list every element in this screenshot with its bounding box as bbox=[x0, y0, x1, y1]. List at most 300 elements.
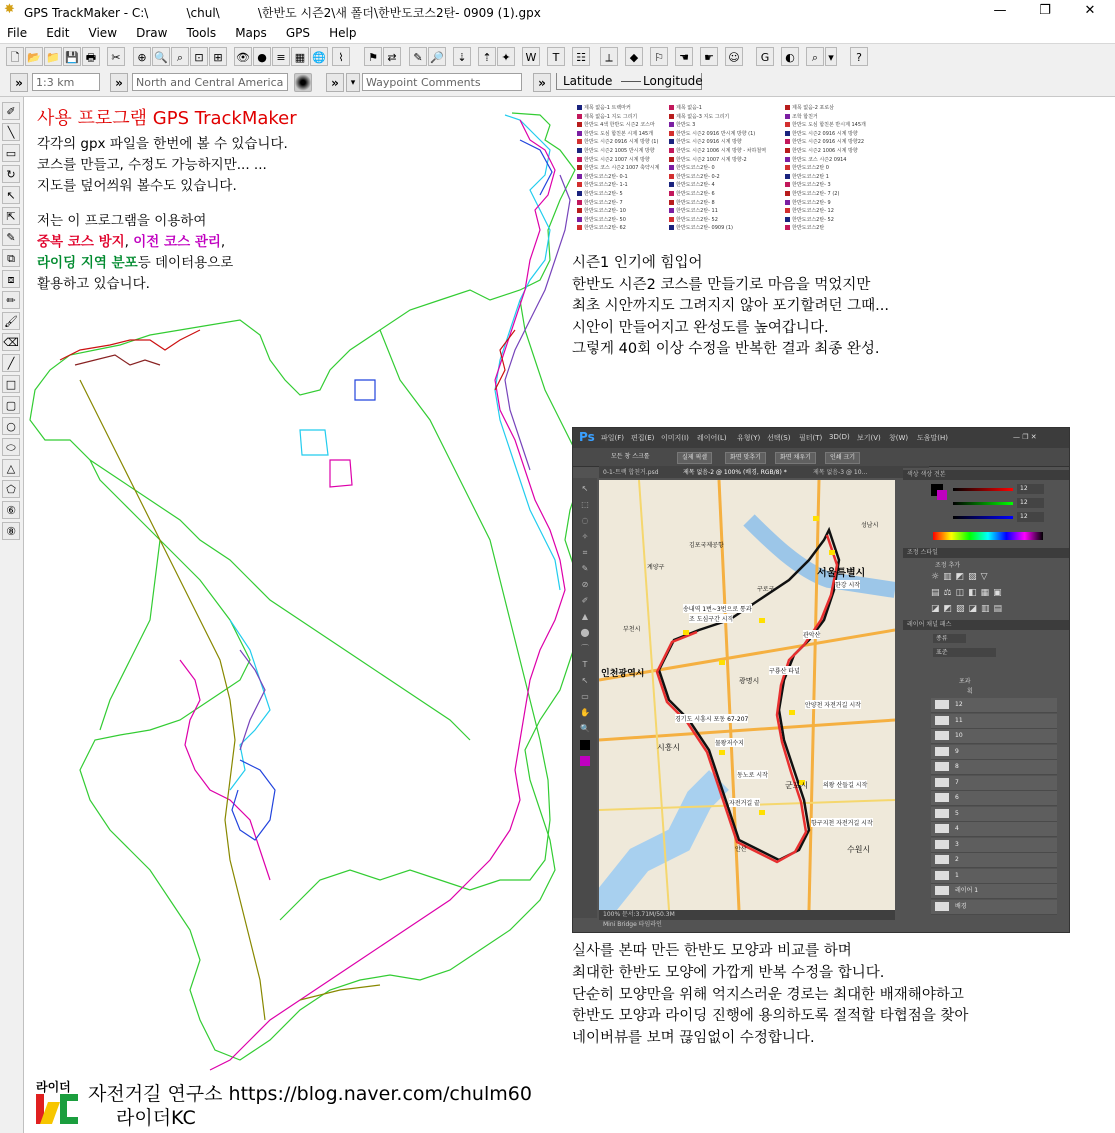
logo-text: 라이더 bbox=[36, 1080, 71, 1094]
colors-icon[interactable]: ● bbox=[253, 47, 271, 66]
ps-menu-image: 이미지(I) bbox=[661, 434, 689, 442]
ps-menu-type: 유형(Y) bbox=[737, 434, 761, 442]
waypoint-comments-field[interactable]: Waypoint Comments bbox=[362, 73, 522, 91]
ps-label-suwon: 수원시 bbox=[847, 845, 871, 854]
ps-layer-thumb-icon bbox=[935, 716, 949, 725]
diamond-icon[interactable]: ◆ bbox=[625, 47, 643, 66]
draw-triangle-icon[interactable]: △ bbox=[2, 459, 20, 477]
legend-item[interactable] bbox=[669, 113, 766, 122]
legend-item[interactable] bbox=[785, 216, 866, 225]
ps-layer-row bbox=[931, 838, 1057, 853]
legend-file-icon bbox=[669, 165, 674, 170]
globe-3d-icon[interactable]: ◐ bbox=[781, 47, 799, 66]
track-red bbox=[60, 330, 200, 360]
rt-line-4: 시안이 만들어지고 완성도를 높여갑니다. bbox=[572, 319, 829, 336]
legend-file-icon bbox=[669, 148, 674, 153]
track-edit-icon[interactable]: ✎ bbox=[409, 47, 427, 66]
merge-layer-icon[interactable]: ⧈ bbox=[2, 270, 20, 288]
legend-item-label: 제목 없음-1 지도 그리기 bbox=[584, 113, 638, 120]
legend-item[interactable] bbox=[577, 130, 659, 139]
rt-line-5: 그렇게 40회 이상 수정을 반복한 결과 최종 완성. bbox=[572, 341, 880, 357]
main-toolbar bbox=[0, 43, 1115, 71]
ps-map-canvas bbox=[599, 480, 895, 910]
search-track-icon[interactable]: 🔎 bbox=[428, 47, 446, 66]
legend-file-icon bbox=[577, 174, 582, 179]
gps-send-icon[interactable]: ⇡ bbox=[478, 47, 496, 66]
legend-file-icon bbox=[577, 217, 582, 222]
ps-layer-row bbox=[931, 807, 1057, 822]
search-globe-icon[interactable]: ⌕ bbox=[806, 47, 824, 66]
ps-print-size: 인쇄 크기 bbox=[825, 452, 860, 464]
new-file-icon[interactable]: 🗋 bbox=[6, 47, 24, 66]
zoom-window-icon[interactable]: ⊞ bbox=[209, 47, 227, 66]
legend-file-icon bbox=[669, 157, 674, 162]
ps-tab-3: 제목 없음-3 @ 10... bbox=[813, 469, 868, 476]
legend-item[interactable] bbox=[785, 156, 866, 165]
close-button[interactable]: ✕ bbox=[1084, 3, 1096, 18]
legend-item[interactable] bbox=[785, 104, 866, 113]
legend-item[interactable] bbox=[785, 207, 866, 216]
datum-arrow-button[interactable]: » bbox=[110, 73, 128, 92]
legend-item[interactable] bbox=[785, 173, 866, 182]
legend-item[interactable] bbox=[669, 216, 766, 225]
menu-tools[interactable]: Tools bbox=[186, 26, 217, 40]
legend-item[interactable] bbox=[785, 147, 866, 156]
ps-layer-name: 12 bbox=[955, 701, 963, 708]
ps-label-anyang: 안양천 자전거길 시작 bbox=[805, 702, 861, 709]
legend-file-icon bbox=[577, 208, 582, 213]
cut-icon[interactable]: ✂ bbox=[107, 47, 125, 66]
legend-file-icon bbox=[669, 208, 674, 213]
comments-arrow-button[interactable]: » bbox=[326, 73, 344, 92]
legend-file-icon bbox=[785, 105, 790, 110]
legend-item-label: 한반도 시즌2 1005 반시계 방향 bbox=[584, 147, 655, 154]
maximize-button[interactable]: ❐ bbox=[1039, 3, 1051, 18]
ps-status-bar: 100% 문서:3.71M/50.3M bbox=[599, 910, 895, 920]
legend-item[interactable] bbox=[785, 130, 866, 139]
legend-file-icon bbox=[785, 217, 790, 222]
menu-gps[interactable]: GPS bbox=[285, 26, 311, 40]
legend-item-label: 한반도 시즌2 0916 시계 방향22 bbox=[792, 139, 865, 146]
ps-layer-row bbox=[931, 776, 1057, 791]
ps-layer-thumb-icon bbox=[935, 886, 949, 895]
ps-label-tunnel: 구룡산 타널 bbox=[769, 668, 800, 675]
draw-pentagon-icon[interactable]: ⬠ bbox=[2, 480, 20, 498]
gps-receive-icon[interactable]: ⇣ bbox=[453, 47, 471, 66]
menu-view[interactable]: View bbox=[88, 26, 118, 40]
measure-icon[interactable]: ⟂ bbox=[600, 47, 618, 66]
menu-maps[interactable]: Maps bbox=[235, 26, 267, 40]
ps-actual-pixels: 실제 픽셀 bbox=[677, 452, 712, 464]
right-bottom-annotation bbox=[572, 941, 968, 1050]
ps-bg-swatch bbox=[937, 490, 947, 500]
zoom-out-icon[interactable]: ⌕ bbox=[171, 47, 189, 66]
ps-layer-row bbox=[931, 791, 1057, 806]
draw-circle-icon[interactable]: ○ bbox=[2, 417, 20, 435]
left-line-2: 코스를 만들고, 수정도 가능하지만... ... bbox=[37, 157, 267, 173]
circle-eight-icon[interactable]: ⑧ bbox=[2, 522, 20, 540]
minimize-button[interactable]: — bbox=[993, 3, 1007, 18]
table-icon[interactable]: ☷ bbox=[572, 47, 590, 66]
ps-g-value: 12 bbox=[1017, 498, 1044, 508]
ps-label-gimpo: 김포국제공항 bbox=[689, 542, 724, 549]
ps-r-value: 12 bbox=[1017, 484, 1044, 494]
left-line-1: 각각의 gpx 파일을 한번에 볼 수 있습니다. bbox=[37, 136, 288, 152]
ps-label-ansan: 안산 bbox=[735, 846, 747, 853]
open-file-icon[interactable]: 📂 bbox=[25, 47, 43, 66]
ps-layer-name: 11 bbox=[955, 716, 963, 724]
ps-label-incheon: 인천광역시 bbox=[601, 669, 645, 679]
scale-field[interactable]: 1:3 km bbox=[32, 73, 100, 91]
legend-item[interactable] bbox=[669, 224, 766, 233]
legend-item-label: 한반도코스2탄- 7 (2) bbox=[792, 190, 840, 197]
legend-item-label: 한반도 시즌2 1006 시계 방향 bbox=[792, 147, 858, 154]
word-icon[interactable]: W bbox=[522, 47, 540, 66]
legend-item[interactable] bbox=[577, 138, 659, 147]
rb-line-1: 실사를 본따 만든 한반도 모양과 비교를 하며 bbox=[572, 943, 852, 959]
legend-file-icon bbox=[669, 139, 674, 144]
hand-left-icon[interactable]: ☚ bbox=[675, 47, 693, 66]
legend-item-label: 한반도 3 bbox=[676, 122, 696, 129]
legend-item-label: 한반도 도심 합친본 시제 145개 bbox=[584, 130, 654, 137]
longitude-label: Longitude bbox=[643, 74, 703, 88]
ps-layer-name: 4 bbox=[955, 825, 959, 832]
menu-bar bbox=[0, 22, 1115, 42]
rb-line-5: 네이버뷰를 보며 끊임없이 수정합니다. bbox=[572, 1030, 815, 1047]
rb-line-3: 단순히 모양만을 위해 억지스러운 경로는 최대한 배재해야하고 bbox=[572, 986, 964, 1003]
legend-item-label: 제목 없음-1 트랙마커 bbox=[584, 105, 631, 111]
left-line-4: 저는 이 프로그램을 이용하여 bbox=[37, 213, 207, 229]
legend-item-label: 한반도 도심 합친본 반시계 145개 bbox=[792, 122, 866, 129]
legend-item[interactable] bbox=[669, 199, 766, 208]
color-dot-icon[interactable] bbox=[294, 73, 312, 92]
legend-file-icon bbox=[785, 182, 790, 187]
ps-mini-bridge: Mini Bridge 타임라인 bbox=[603, 921, 662, 928]
pointer-icon[interactable]: ↖ bbox=[2, 186, 20, 204]
scale-arrow-button[interactable]: » bbox=[10, 73, 28, 92]
green-highlight: 라이딩 지역 분포 bbox=[37, 255, 138, 271]
legend-item-label: 한반도 시즌2 0916 시계 방향 bbox=[792, 130, 858, 137]
legend-item-label: 한반도코스2탄- 52 bbox=[792, 216, 834, 223]
legend-file-icon bbox=[577, 182, 582, 187]
menu-edit[interactable]: Edit bbox=[46, 26, 70, 40]
zoom-area-icon[interactable]: ⊡ bbox=[190, 47, 208, 66]
track-blue bbox=[232, 760, 275, 840]
legend-item[interactable] bbox=[669, 130, 766, 139]
rotate-icon[interactable]: ↻ bbox=[2, 165, 20, 183]
legend-item[interactable] bbox=[669, 138, 766, 147]
ps-logo: Ps bbox=[579, 430, 595, 444]
latlon-arrow-button[interactable]: » bbox=[533, 73, 551, 92]
ps-layer-thumb-icon bbox=[935, 809, 949, 818]
legend-item[interactable] bbox=[577, 147, 659, 156]
text-icon[interactable]: T bbox=[547, 47, 565, 66]
legend-item-label: 한반도코스2탄- 0 bbox=[676, 165, 715, 172]
legend-item[interactable] bbox=[669, 207, 766, 216]
tracks-icon[interactable]: ⌇ bbox=[332, 47, 350, 66]
legend-file-icon bbox=[577, 114, 582, 119]
track-olive bbox=[80, 380, 265, 1020]
ps-layer-kind: 종류 bbox=[933, 634, 966, 643]
datum-field[interactable]: North and Central America bbox=[132, 73, 288, 91]
legend-item[interactable] bbox=[577, 181, 659, 190]
ps-menu-select: 선택(S) bbox=[767, 434, 791, 442]
ps-layer-name: 레이어 1 bbox=[955, 887, 979, 894]
ps-layer-thumb-icon bbox=[935, 793, 949, 802]
ps-layer-row bbox=[931, 745, 1057, 760]
legend-file-icon bbox=[669, 182, 674, 187]
legend-col-3 bbox=[785, 104, 866, 233]
pencil-icon[interactable]: ✏ bbox=[2, 291, 20, 309]
legend-item[interactable] bbox=[577, 224, 659, 233]
ps-layer-row bbox=[931, 869, 1057, 884]
draw-ellipse-icon[interactable]: ⬭ bbox=[2, 438, 20, 456]
ps-label-hanggu: 항구지천 자전거길 시작 bbox=[811, 820, 873, 827]
menu-file[interactable]: File bbox=[7, 26, 28, 40]
ps-label-guro: 구로구 bbox=[757, 586, 775, 593]
legend-item[interactable] bbox=[785, 199, 866, 208]
legend-item-label: 한반도코스2탄- 52 bbox=[676, 216, 718, 223]
ps-label-songnae: 송내역 1번~3번으로 통과 bbox=[683, 606, 752, 613]
google-icon[interactable]: G bbox=[756, 47, 774, 66]
legend-item[interactable] bbox=[669, 164, 766, 173]
legend-item[interactable] bbox=[577, 164, 659, 173]
legend-item[interactable] bbox=[577, 156, 659, 165]
menu-draw[interactable]: Draw bbox=[136, 26, 168, 40]
ps-layer-row bbox=[931, 714, 1057, 729]
legend-item-label: 한반도 코스 시즌2 0914 bbox=[792, 156, 847, 163]
legend-item[interactable] bbox=[669, 121, 766, 130]
world-icon[interactable]: 🌐 bbox=[310, 47, 328, 66]
map-image-icon[interactable]: ▦ bbox=[291, 47, 309, 66]
legend-item-label: 한반도코스2탄- 10 bbox=[584, 208, 626, 215]
coordinate-toolbar bbox=[0, 70, 1115, 97]
left-line-7: 활용하고 있습니다. bbox=[37, 276, 150, 292]
program-title: 사용 프로그램 GPS TrackMaker bbox=[37, 108, 297, 129]
ps-menu-layer: 레이어(L) bbox=[697, 434, 727, 442]
line-tool-icon[interactable]: ╲ bbox=[2, 123, 20, 141]
ps-layer-name: 1 bbox=[955, 871, 959, 879]
legend-file-icon bbox=[577, 200, 582, 205]
left-line-6 bbox=[37, 253, 288, 274]
help-icon[interactable]: ? bbox=[850, 47, 868, 66]
footer-line-1[interactable]: 자전거길 연구소 https://blog.naver.com/chulm60 bbox=[88, 1083, 532, 1105]
flag-icon[interactable]: ⚐ bbox=[650, 47, 668, 66]
ps-layer-row bbox=[931, 729, 1057, 744]
legend-file-icon bbox=[577, 122, 582, 127]
legend-item-label: 한반도코스2탄- 9 bbox=[792, 199, 831, 206]
ps-layer-name: 5 bbox=[955, 809, 959, 817]
latitude-label: Latitude bbox=[563, 74, 613, 88]
open-folder-icon[interactable]: 📁 bbox=[44, 47, 62, 66]
legend-file-icon bbox=[669, 105, 674, 110]
legend-item[interactable] bbox=[669, 156, 766, 165]
legend-item-label: 제목 없음-2 포로삼 bbox=[792, 105, 834, 111]
legend-item[interactable] bbox=[577, 173, 659, 182]
ps-b-value: 12 bbox=[1017, 512, 1044, 522]
legend-file-icon bbox=[669, 217, 674, 222]
legend-item[interactable] bbox=[669, 147, 766, 156]
ps-layer-thumb-icon bbox=[935, 855, 949, 864]
ps-label-uiwang: 의왕 산들길 시작 bbox=[823, 782, 868, 789]
comma-1: , bbox=[124, 234, 134, 250]
ps-tab-2: 제목 없음-2 @ 100% (배경, RGB/8) * bbox=[683, 469, 787, 476]
paint-icon[interactable]: 🖌 bbox=[2, 312, 20, 330]
ps-layer-thumb-icon bbox=[935, 824, 949, 833]
comments-dropdown-icon[interactable]: ▾ bbox=[346, 73, 360, 92]
legend-col-1 bbox=[577, 104, 659, 233]
ps-label-sihueng-po: 경기도 시흥시 포동 67-207 bbox=[675, 716, 749, 723]
legend-item[interactable] bbox=[669, 181, 766, 190]
legend-item[interactable] bbox=[577, 190, 659, 199]
legend-item[interactable] bbox=[669, 190, 766, 199]
ps-color-panel-header: 색상 색상 견본 bbox=[903, 470, 1069, 480]
ps-label-gwangmyeong: 광명시 bbox=[739, 677, 760, 685]
brush-tool-icon[interactable]: ✐ bbox=[2, 102, 20, 120]
rect-select-icon[interactable]: ▭ bbox=[2, 144, 20, 162]
legend-item[interactable] bbox=[577, 104, 659, 113]
legend-item[interactable] bbox=[669, 173, 766, 182]
legend-file-icon bbox=[785, 157, 790, 162]
pointer-select-icon[interactable]: ⇱ bbox=[2, 207, 20, 225]
right-top-annotation bbox=[572, 253, 889, 361]
legend-item-label: 한반도코스2탄- 0-2 bbox=[676, 173, 720, 180]
legend-file-icon bbox=[577, 157, 582, 162]
legend-item-label: 한반도코스2탄- 11 bbox=[676, 208, 718, 215]
ps-panels: 색상 색상 견본 12 12 12 조정 스타일 조정 추가 ☼▥◩▧▽ ▤⚖◫◧▦▣ ◪◩▨◪▥▤ 레이어 채널 패스 종류 표준 포과 획 12 11 10 9 8 7 6 5 4 3 2 1 레이어 1 배경 bbox=[903, 468, 1069, 928]
ps-label-dongno: 동노로 시작 bbox=[737, 772, 768, 779]
ps-layer-name: 10 bbox=[955, 732, 963, 739]
legend-file-icon bbox=[785, 174, 790, 179]
legend-item[interactable] bbox=[669, 104, 766, 113]
ps-label-bucheon: 부천시 bbox=[623, 626, 641, 633]
legend-item-label: 제목 없음-1 bbox=[676, 105, 702, 111]
legend-item-label: 한반도코스2탄- 1-1 bbox=[584, 182, 628, 189]
ps-layer-mode: 표준 bbox=[933, 648, 996, 657]
globe-pin-icon[interactable]: ⊕ bbox=[133, 47, 151, 66]
ps-label-seongnam: 성남시 bbox=[861, 522, 879, 529]
legend-item[interactable] bbox=[785, 121, 866, 130]
route-icon[interactable]: ⇄ bbox=[383, 47, 401, 66]
legend-file-icon bbox=[669, 225, 674, 230]
ps-label-gwanak: 관악산 bbox=[803, 632, 821, 639]
draw-rounded-rect-icon[interactable]: ▢ bbox=[2, 396, 20, 414]
legend-item[interactable] bbox=[577, 199, 659, 208]
ps-layer-name: 2 bbox=[955, 856, 959, 863]
legend-item[interactable] bbox=[785, 138, 866, 147]
legend-item-label: 한반도코스2탄- 7 bbox=[584, 199, 623, 206]
legend-item[interactable] bbox=[577, 113, 659, 122]
ps-menu-file: 파일(F) bbox=[601, 434, 625, 442]
ps-menu-window: 창(W) bbox=[889, 434, 909, 442]
ps-fit-screen: 화면 맞추기 bbox=[725, 452, 766, 464]
file-legend bbox=[577, 104, 907, 249]
legend-item-label: 한반도코스2탄- 3 bbox=[792, 182, 831, 189]
ps-layer-row bbox=[931, 760, 1057, 775]
legend-item-label: 한반도코스2탄 bbox=[792, 225, 825, 232]
legend-item-label: 한반도코스2탄- 8 bbox=[676, 199, 715, 206]
legend-file-icon bbox=[577, 131, 582, 136]
ps-adjust-panel-header: 조정 스타일 bbox=[903, 548, 1069, 558]
ps-layer-thumb-icon bbox=[935, 778, 949, 787]
legend-file-icon bbox=[669, 114, 674, 119]
legend-item[interactable] bbox=[577, 207, 659, 216]
legend-item-label: 한반도코스2탄- 5 bbox=[584, 190, 623, 197]
marker-icon[interactable]: ✦ bbox=[497, 47, 515, 66]
legend-col-2 bbox=[669, 104, 766, 233]
waypoint-icon[interactable]: ⚑ bbox=[364, 47, 382, 66]
ps-label-siheung: 시흥시 bbox=[657, 743, 681, 752]
legend-file-icon bbox=[577, 105, 582, 110]
legend-item-label: 한반도 코스 시즌2 1007 축약시계 bbox=[584, 165, 660, 172]
legend-file-icon bbox=[577, 165, 582, 170]
ps-menu-help: 도움말(H) bbox=[917, 434, 949, 442]
legend-file-icon bbox=[785, 165, 790, 170]
left-annotation bbox=[37, 134, 288, 295]
ps-layer-row bbox=[931, 853, 1057, 868]
left-line-5 bbox=[37, 232, 288, 253]
legend-item-label: 한반도 4색 한반도 시즌2 코스마 bbox=[584, 122, 655, 129]
legend-item[interactable] bbox=[577, 121, 659, 130]
save-icon[interactable]: 💾 bbox=[63, 47, 81, 66]
draw-line-icon[interactable]: ╱ bbox=[2, 354, 20, 372]
legend-item-label: 한반도 시즌2 1007 시계 방향-2 bbox=[676, 156, 747, 163]
legend-file-icon bbox=[785, 148, 790, 153]
legend-item[interactable] bbox=[785, 181, 866, 190]
draw-rect-icon[interactable]: □ bbox=[2, 375, 20, 393]
copy-layer-icon[interactable]: ⧉ bbox=[2, 249, 20, 267]
legend-file-icon bbox=[785, 200, 790, 205]
ps-layer-name: 7 bbox=[955, 778, 959, 786]
zoom-in-icon[interactable]: 🔍 bbox=[152, 47, 170, 66]
legend-file-icon bbox=[785, 122, 790, 127]
app-sun-icon: ✸ bbox=[4, 2, 15, 17]
legend-file-icon bbox=[577, 225, 582, 230]
legend-item-label: 한반도코스2탄- 50 bbox=[584, 216, 626, 223]
ps-spectrum bbox=[933, 532, 1043, 540]
legend-file-icon bbox=[577, 139, 582, 144]
legend-item[interactable] bbox=[785, 113, 866, 122]
eye-icon[interactable]: 👁 bbox=[234, 47, 252, 66]
legend-item-label: 제목 없음-3 지도 그리기 bbox=[676, 113, 730, 120]
legend-item-label: 한반도 시즌2 1006 시계 방향 - 차하철역 bbox=[676, 147, 767, 154]
legend-item-label: 한반도 시즌2 0916 반시계 방향 (1) bbox=[676, 130, 756, 137]
ps-layer-thumb-icon bbox=[935, 700, 949, 709]
circle-six-icon[interactable]: ⑥ bbox=[2, 501, 20, 519]
print-icon[interactable]: 🖶 bbox=[82, 47, 100, 66]
menu-help[interactable]: Help bbox=[329, 26, 357, 40]
edit-track-icon[interactable]: ✎ bbox=[2, 228, 20, 246]
ps-layer-name: 배경 bbox=[955, 902, 967, 910]
hand-right-icon[interactable]: ☛ bbox=[700, 47, 718, 66]
ps-label-hangang: 한강 시작 bbox=[835, 582, 861, 589]
face-icon[interactable]: ☺ bbox=[725, 47, 743, 66]
eraser-icon[interactable]: ⌫ bbox=[2, 333, 20, 351]
ps-layer-thumb-icon bbox=[935, 871, 949, 880]
legend-file-icon bbox=[577, 148, 582, 153]
rb-line-2: 최대한 한반도 모양에 가깝게 반복 수정을 합니다. bbox=[572, 964, 885, 981]
legend-item-label: 한반도코스2탄- 6 bbox=[676, 190, 715, 197]
legend-item-label: 한반도코스2탄- 62 bbox=[584, 225, 626, 232]
legend-item[interactable] bbox=[785, 224, 866, 233]
legend-item[interactable] bbox=[577, 216, 659, 225]
legend-item[interactable] bbox=[785, 190, 866, 199]
legend-item[interactable] bbox=[785, 164, 866, 173]
ps-label-gunpo: 군포시 bbox=[785, 781, 809, 790]
layers-icon[interactable]: ≡ bbox=[272, 47, 290, 66]
legend-item-label: 조학 합친거 bbox=[792, 113, 818, 120]
dropdown-arrow-icon[interactable]: ▾ bbox=[825, 47, 837, 66]
